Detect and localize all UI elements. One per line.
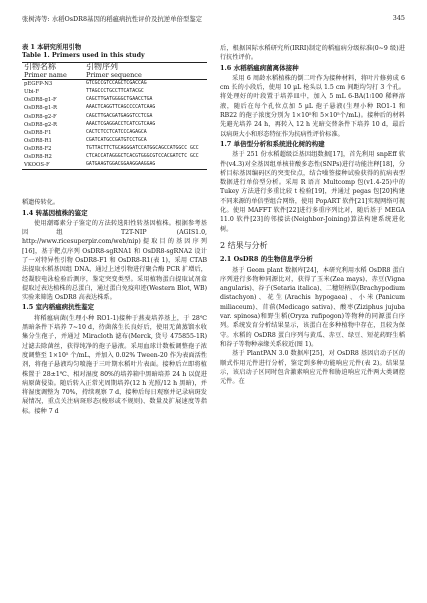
right-column (220, 44, 405, 386)
table-row: OsDR8-R1 CGATCATGCCGATGTCCTGCA (24, 137, 147, 144)
section-heading-1-6: 1.6 水稻稻瘟病菌离体接种 (220, 63, 299, 72)
left-column (22, 44, 207, 416)
page-number: 345 (392, 14, 405, 22)
table-row: OsDR8-g1-R AAACTCAGGTTCAGCCCCATCAAG (24, 105, 156, 112)
running-header: 张树涛等: 水稻OsDR8基因的稻瘟病抗性评价及抗逆单倍型鉴定 (22, 15, 203, 23)
paragraph: 使用潮霉素分子鉴定的方法转选阳性转基因植株。根据参考基因组 T2T-NIP (AGIS1.0, http://www.ricesuperpir.com/web/nip)提取目的基因序列[16]，基于靶点序列 OsDR8-sgRNA1 和 OsDR8-sgRNA2 设计了一对特异性引物 OsDR8-F1 和 OsDR8-R1(表 1)，采用 CTAB 法提取水稻基因组 DNA，通过上述引物进行聚合酶 PCR 扩增后，经凝胶电泳检验后测序，鉴定突变类型。采用植物蛋白提取试剂盒提取过表达植株的总蛋白，通过蛋白免疫印迹(Western Blot, WB)实验来筛选 OsDR8 高表达株系。 (22, 219, 207, 302)
col-header-name-en: Primer name (22, 71, 84, 80)
section-heading-1-7: 1.7 单倍型分析和系统进化树的构建 (220, 139, 325, 148)
table-row: Ubi-F TTAGCCCTGCCTTCATACGC (24, 89, 144, 96)
col-header-name-cn: 引物名称 (22, 63, 84, 72)
table-row: OsDR8-F1 CACTCTCCTCATCCCAGAGCA (24, 129, 147, 136)
primer-table (22, 62, 207, 170)
table-row: OsDR8-R2 CTCACCATAGGGCTCACGTGGGCGTCCACGATCTC GCC (24, 154, 199, 161)
paragraph: 后，根据国际水稻研究所(IRRI)制定的稻瘟病分级标准(0~9 级)进行抗性评价。 (220, 45, 405, 62)
section-heading-1-4: 1.4 转基因植株的鉴定 (22, 208, 88, 217)
section-heading-2-1: 2.1 OsDR8 的生物信息学分析 (220, 255, 313, 264)
paragraph: 采用 6 周龄水稻植株的倒二叶作为接种材料，将叶片修剪成 6 cm 长的小段后，使用 10 μL 枪头以 1.5 cm 间距均匀打 3 个孔。将处理好的叶段置于培养皿中，加入 5 mL 6-BA(1∶100 稀释溶液，随后在每个孔位点加 5 μL 孢子悬液(生理小种 RO1-1 和 RB22 的孢子浓度分别为 1×10⁵和 5×10⁵个/mL)。接种后的材料先避光培养 24 h，再转入 12 h 光暗交替条件下培养 10 d，最后以病斑大小和形态特征作为抗病性评价标准。 (220, 74, 405, 138)
paragraph: 基于 251 份水稻超级泛基因组数据[17]，首先利用 snpEff 软件(v4.3)对全基因组单核苷酸多态性(SNPs)进行功能注释[18]，分析目标基因编码区的突变位点，结合噪签接种试验获得的抗病表型数据进行单倍型分析。采用 R 语言 Multcomp 包(v1.4-25)中的 Tukey 方法进行多重比较 t 检验[19]，并通过 pegas 包[20]构建不同来源的单倍型组合网络，使用 PopART 软件[21]实现网络可视化。使用 MAFFT 软件[22]进行多重序列比对，随后基于 MEGA 11.0 软件[23]的邻接法(Neighbor-Joining)算法构建系统进化树。 (220, 151, 405, 233)
table-row: OsDR8-g2-R AAACTCGAGGACCTCATCGTCAAG (24, 121, 156, 128)
table-caption-en: Table 1. Primers used in this study (22, 52, 145, 59)
table-row: OsDR8-g1-F CAGCTTGATGGGGCTGAACCTGA (24, 97, 153, 104)
col-header-seq-en: Primer sequence (84, 71, 207, 80)
table-row: pEGFP-N3 GTCGCCGTCCAGCTCGACCAG (24, 81, 147, 88)
paragraph: 基于 PlantPAN 3.0 数据库[25]，对 OsDR8 基因启动子区的顺式作用元件进行分析，鉴定到多种功能响应元件(表 2)。结果显示，该启动子区同时包含激素响应元件和胁迫响应元件两大类调控元件。在 (220, 350, 405, 386)
paragraph: 将稻瘟病菌(生理小种 RO1-1)接种于燕麦培养基上，于 28℃黑暗条件下培养 7~10 d，待菌落生长良好后，使用无菌蒸馏水收集分生孢子，并通过 Miracloth 滤布(Merck, 货号 475855-1R)过滤去除菌丝，获得纯净的孢子悬液。采用血球计数板调整孢子浓度调整至 1×10⁵ 个/mL，并加入 0.02% Tween-20 作为表面活性剂，将孢子悬液均匀喷施于三叶期水稻叶片表面。接种后立即将植株置于 28±1℃、相对湿度 80%的培养箱中黑暗培养 24 h 以促进病原菌侵染。随后转入正常光周期培养(12 h 光照/12 h 黑暗)，并将湿度调整为 70%，持续观察 7 d，接种后每日观察并记录病斑发展情况，重点关注病斑形态(梭形或不规则)、数量及扩展速度等指标。接种 7 d (22, 314, 207, 415)
section-heading-1-5: 1.5 室内稻瘟病抗性鉴定 (22, 303, 95, 312)
table-row: OsDR8-g2-F CAGCTTGACGATGAGGTCCTCGA (24, 113, 153, 120)
section-heading-2: 2 结果与分析 (220, 240, 268, 250)
table-row: VKOOS-F GATGAAGTGGACGGAAGGAAGGAG (22, 161, 207, 170)
table-caption-cn: 表 1 本研究所用引物 (22, 44, 82, 51)
table-row: OsDR8-F2 TGTTACTTCTGCAGGGATCCATGGCAGCCATGGCC GCC (24, 145, 199, 152)
paragraph: 基于 Geom plant 数据库[24]，本研究利用水稻 OsDR8 蛋白序列进行多物种同源比对，获得了玉米(Zea mays)、赤豆(Vigna angularis)、谷子(Setaria italica)、二穗短柄草(Brachypodium distachyon)、花生(Arachis hypogaea)、小米(Panicum miliaceum)、苜蓿(Medicago sativa)、酸枣(Ziziphus jujuba var. spinosa)和野生稻(Oryza rufipogon)等物种的同源蛋白序列。系统发育分析结果显示，该蛋白在多种植物中存在，且较为保守。水稻的 OsDR8 蛋白序列与黄瓜、赤豆、绿豆、短花药野生稻和谷子等物种亲缘关系较近(图 1)。 (220, 266, 405, 348)
paragraph: 稻遗传转化。 (22, 199, 60, 207)
col-header-seq-cn: 引物序列 (84, 63, 207, 72)
